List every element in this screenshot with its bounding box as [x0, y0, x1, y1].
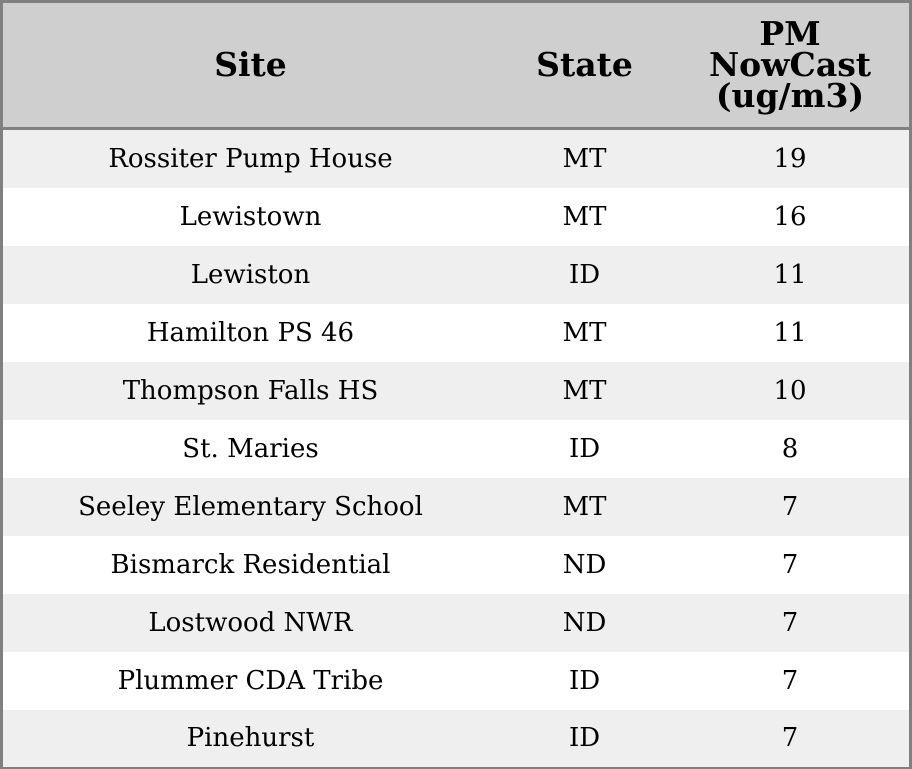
cell-state: MT	[498, 362, 671, 420]
table-row	[3, 652, 909, 710]
cell-state: MT	[498, 128, 671, 188]
cell-site: Bismarck Residential	[3, 536, 498, 594]
cell-state: MT	[498, 478, 671, 536]
table-row	[3, 536, 909, 594]
table-header	[3, 3, 909, 128]
cell-state: ID	[498, 710, 671, 767]
pm-nowcast-table	[3, 3, 909, 767]
header-row	[3, 3, 909, 128]
cell-state: ID	[498, 420, 671, 478]
table-row	[3, 188, 909, 246]
cell-pm-value: 7	[671, 652, 909, 710]
table-body	[3, 128, 909, 767]
cell-state: ID	[498, 246, 671, 304]
cell-site: Hamilton PS 46	[3, 304, 498, 362]
header-site: Site	[3, 3, 498, 128]
cell-pm-value: 10	[671, 362, 909, 420]
table-row	[3, 362, 909, 420]
cell-site: Lostwood NWR	[3, 594, 498, 652]
cell-state: MT	[498, 304, 671, 362]
cell-site: Pinehurst	[3, 710, 498, 767]
cell-site: Plummer CDA Tribe	[3, 652, 498, 710]
cell-state: ND	[498, 536, 671, 594]
cell-pm-value: 7	[671, 594, 909, 652]
table-row	[3, 128, 909, 188]
header-pm-nowcast	[671, 3, 909, 128]
cell-site: St. Maries	[3, 420, 498, 478]
table-row	[3, 478, 909, 536]
cell-pm-value: 11	[671, 304, 909, 362]
cell-site: Rossiter Pump House	[3, 128, 498, 188]
header-state: State	[498, 3, 671, 128]
cell-state: MT	[498, 188, 671, 246]
cell-pm-value: 19	[671, 128, 909, 188]
cell-site: Lewistown	[3, 188, 498, 246]
cell-pm-value: 7	[671, 710, 909, 767]
cell-pm-value: 7	[671, 478, 909, 536]
cell-site: Seeley Elementary School	[3, 478, 498, 536]
cell-pm-value: 11	[671, 246, 909, 304]
cell-pm-value: 8	[671, 420, 909, 478]
table-row	[3, 420, 909, 478]
table-row	[3, 246, 909, 304]
cell-site: Lewiston	[3, 246, 498, 304]
table-row	[3, 710, 909, 767]
cell-state: ID	[498, 652, 671, 710]
header-pm-nowcast-label: PM NowCast (ug/m3)	[708, 14, 872, 116]
cell-site: Thompson Falls HS	[3, 362, 498, 420]
cell-pm-value: 7	[671, 536, 909, 594]
table-row	[3, 304, 909, 362]
cell-state: ND	[498, 594, 671, 652]
cell-pm-value: 16	[671, 188, 909, 246]
table-row	[3, 594, 909, 652]
